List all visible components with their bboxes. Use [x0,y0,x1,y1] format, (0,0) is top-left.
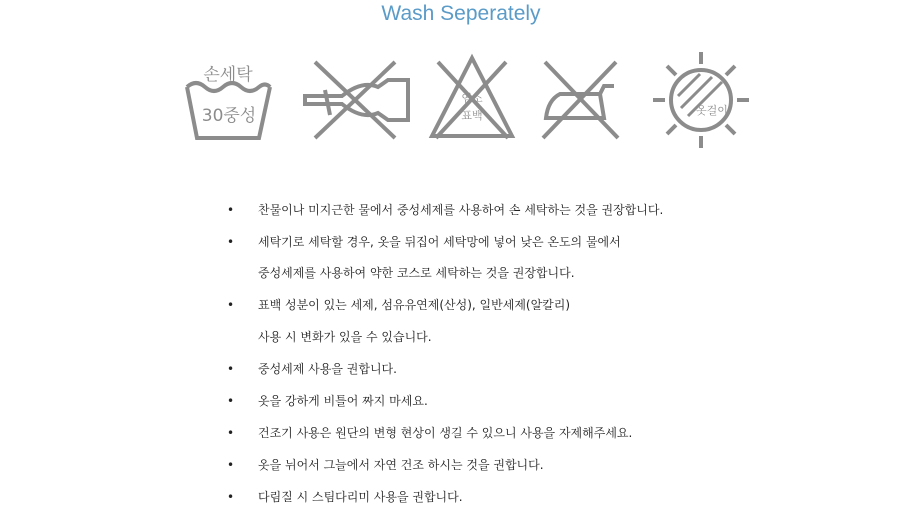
instruction-8: 다림질 시 스팀다리미 사용을 권합니다. [258,490,463,504]
bullet-8: • [227,490,235,504]
bullet-7: • [227,458,235,472]
instruction-4: 중성세제 사용을 권합니다. [258,362,397,376]
instruction-6: 건조기 사용은 원단의 변형 현상이 생길 수 있으니 사용을 자제해주세요. [258,426,633,440]
bullet-2: • [227,235,235,249]
bullet-4: • [227,362,235,376]
instruction-3-line-2: 사용 시 변화가 있을 수 있습니다. [258,330,432,344]
instruction-2-line-1: 세탁기로 세탁할 경우, 옷을 뒤집어 세탁망에 넣어 낮은 온도의 물에서 [258,235,621,249]
instruction-5: 옷을 강하게 비틀어 짜지 마세요. [258,394,428,408]
bullet-3: • [227,298,235,312]
instruction-2-line-2: 중성세제를 사용하여 약한 코스로 세탁하는 것을 권장합니다. [258,266,575,280]
hang-dry-label: 옷걸이 [696,104,728,117]
bullet-6: • [227,426,235,440]
hand-wash-temp-label: 30중성 [201,106,257,126]
instruction-7: 옷을 뉘어서 그늘에서 자연 건조 하시는 것을 권합니다. [258,458,544,472]
instruction-3-line-1: 표백 성분이 있는 세제, 섬유유연제(산성), 일반세제(알칼리) [258,298,571,312]
no-bleach-label-1: 염소 [461,92,483,105]
page-title: Wash Seperately [381,2,541,25]
bullet-1: • [227,203,235,217]
no-bleach-label-2: 표백 [461,109,483,122]
bullet-5: • [227,394,235,408]
instruction-1: 찬물이나 미지근한 물에서 중성세제를 사용하여 손 세탁하는 것을 권장합니다. [258,203,664,217]
hand-wash-top-label: 손세탁 [203,65,253,85]
